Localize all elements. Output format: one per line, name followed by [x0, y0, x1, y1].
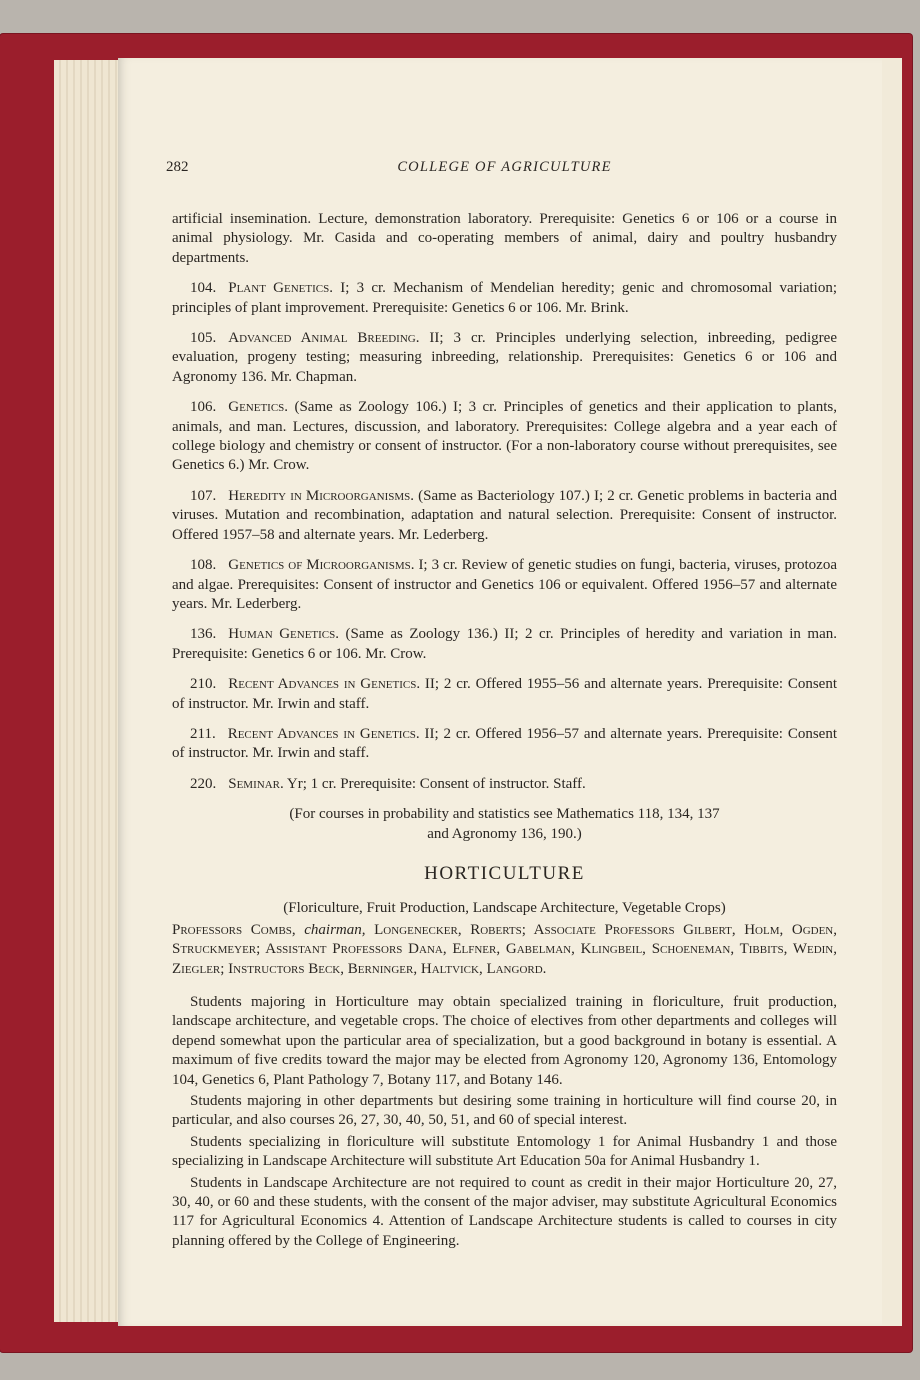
course-entry: [172, 556, 837, 614]
course-description: II; 3 cr. Principles underlying selection, inbreeding, pedigree evaluation, progeny testing; measuring inbreeding, relationship. Prerequisites: Genetics 6 or 106 and Agronomy 136. Mr. Chapman.: [172, 330, 837, 385]
course-number: 136.: [190, 626, 217, 643]
course-number: 220.: [190, 775, 217, 792]
course-title: Recent Advances in Genetics.: [227, 725, 420, 742]
course-title: Genetics of Microorganisms.: [228, 557, 415, 574]
course-description: I; 3 cr. Review of genetic studies on fungi, bacteria, viruses, protozoa and algae. Prerequisites: Consent of instructor and Genetics 106 or equivalent. Offered 1956–57 and alternate years. Mr. Lederberg.: [172, 557, 837, 612]
course-title: Genetics.: [228, 399, 289, 416]
book-page: [118, 58, 882, 1326]
body-paragraph: Students specializing in floriculture will substitute Entomology 1 for Animal Husbandry 1 and those specializing in Landscape Architecture will substitute Art Education 50a for Animal Husbandry 1.: [172, 1133, 837, 1170]
running-title: COLLEGE OF AGRICULTURE: [397, 159, 612, 175]
faculty-others: Longenecker, Roberts; Associate Professors Gilbert, Holm, Ogden, Struckmeyer; Assistant Professors Dana, Elfner, Gabelman, Klingbeil, Schoeneman, Tibbits, Wedin, Ziegler; Instructors Beck, Berninger, Haltvick, Langord.: [172, 921, 837, 977]
page-edges: [54, 60, 124, 1322]
course-entry: [172, 487, 837, 545]
page-content: [166, 158, 838, 1253]
running-head: [166, 158, 837, 178]
note-line-2: and Agronomy 136, 190.): [427, 825, 582, 842]
course-number: 106.: [190, 399, 217, 416]
course-description: Yr; 1 cr. Prerequisite: Consent of instructor. Staff.: [283, 775, 586, 792]
course-description: (Same as Zoology 106.) I; 3 cr. Principles of genetics and their application to plants, animals, and man. Lectures, discussion, and laboratory. Prerequisites: College algebra and a year each of college biology and chemistry or consent of instructor. (For a non-laboratory course without prerequisites, see Genetics 6.) Mr. Crow.: [172, 399, 837, 474]
faculty-list: [172, 921, 837, 979]
course-description: II; 2 cr. Offered 1956–57 and alternate years. Prerequisite: Consent of instructor. Mr. Irwin and staff.: [172, 725, 838, 762]
course-entry: [172, 398, 837, 476]
course-title: Seminar.: [228, 775, 284, 792]
faculty-chairman: chairman,: [304, 921, 366, 938]
course-entry: [172, 329, 837, 387]
course-description: (Same as Zoology 136.) II; 2 cr. Principles of heredity and variation in man. Prerequisite: Genetics 6 or 106. Mr. Crow.: [172, 626, 837, 662]
note-line-1: (For courses in probability and statistics see Mathematics 118, 134, 137: [289, 806, 720, 823]
course-entry: [172, 775, 837, 794]
course-number: 210.: [190, 676, 217, 693]
section-subjects: (Floriculture, Fruit Production, Landscape Architecture, Vegetable Crops): [283, 900, 726, 917]
course-number: 107.: [190, 487, 217, 504]
facing-page-edge: [882, 58, 906, 1326]
course-list: [172, 279, 837, 794]
course-description: (Same as Bacteriology 107.) I; 2 cr. Genetic problems in bacteria and viruses. Mutation and recombination, adaptation and natural selection. Prerequisite: Consent of instructor. Offered 1957–58 and alternate years. Mr. Lederberg.: [172, 487, 837, 543]
course-title: Recent Advances in Genetics.: [228, 676, 421, 693]
body-paragraph: Students majoring in Horticulture may obtain specialized training in floriculture, fruit production, landscape architecture, and vegetable crops. The choice of electives from other departments and colleges will depend somewhat upon the particular area of specialization, but a good background in botany is essential. A maximum of five credits toward the major may be elected from Agronomy 120, Agronomy 136, Entomology 104, Genetics 6, Plant Pathology 7, Botany 117, and Botany 146.: [172, 994, 837, 1088]
course-number: 104.: [190, 280, 217, 297]
course-entry: [172, 725, 837, 764]
course-description: I; 3 cr. Mechanism of Mendelian heredity; genic and chromosomal variation; principles of plant improvement. Prerequisite: Genetics 6 or 106. Mr. Brink.: [172, 280, 837, 316]
continued-paragraph: artificial insemination. Lecture, demonstration laboratory. Prerequisite: Genetics 6 or 106 or a course in animal physiology. Mr. Casida and co-operating members of animal, dairy and poultry husbandry departments.: [172, 211, 837, 266]
course-entry: [172, 279, 837, 318]
section-heading: HORTICULTURE: [424, 862, 585, 884]
course-title: Human Genetics.: [228, 626, 339, 643]
course-number: 211.: [190, 725, 216, 742]
page-number: 282: [166, 159, 189, 175]
course-entry: [172, 625, 837, 664]
course-number: 108.: [190, 557, 217, 574]
cross-reference-note: [172, 805, 837, 844]
body-paragraph: Students in Landscape Architecture are not required to count as credit in their major Horticulture 20, 27, 30, 40, or 60 and these students, with the consent of the major adviser, may substitute Agricultural Economics 117 for Agricultural Economics 4. Attention of Landscape Architecture students is called to courses in city planning offered by the College of Engineering.: [172, 1174, 837, 1249]
course-entry: [172, 675, 837, 714]
course-number: 105.: [190, 330, 217, 347]
course-title: Plant Genetics.: [228, 280, 333, 297]
faculty-professors: Professors Combs,: [172, 921, 305, 938]
course-description: II; 2 cr. Offered 1955–56 and alternate years. Prerequisite: Consent of instructor. Mr. Irwin and staff.: [172, 676, 838, 712]
body-paragraphs: [172, 993, 837, 1251]
body-paragraph: Students majoring in other departments but desiring some training in horticulture will find course 20, in particular, and also courses 26, 27, 30, 40, 50, 51, and 60 of special interest.: [172, 1093, 837, 1129]
course-title: Heredity in Microorganisms.: [228, 487, 415, 504]
course-title: Advanced Animal Breeding.: [228, 330, 420, 347]
